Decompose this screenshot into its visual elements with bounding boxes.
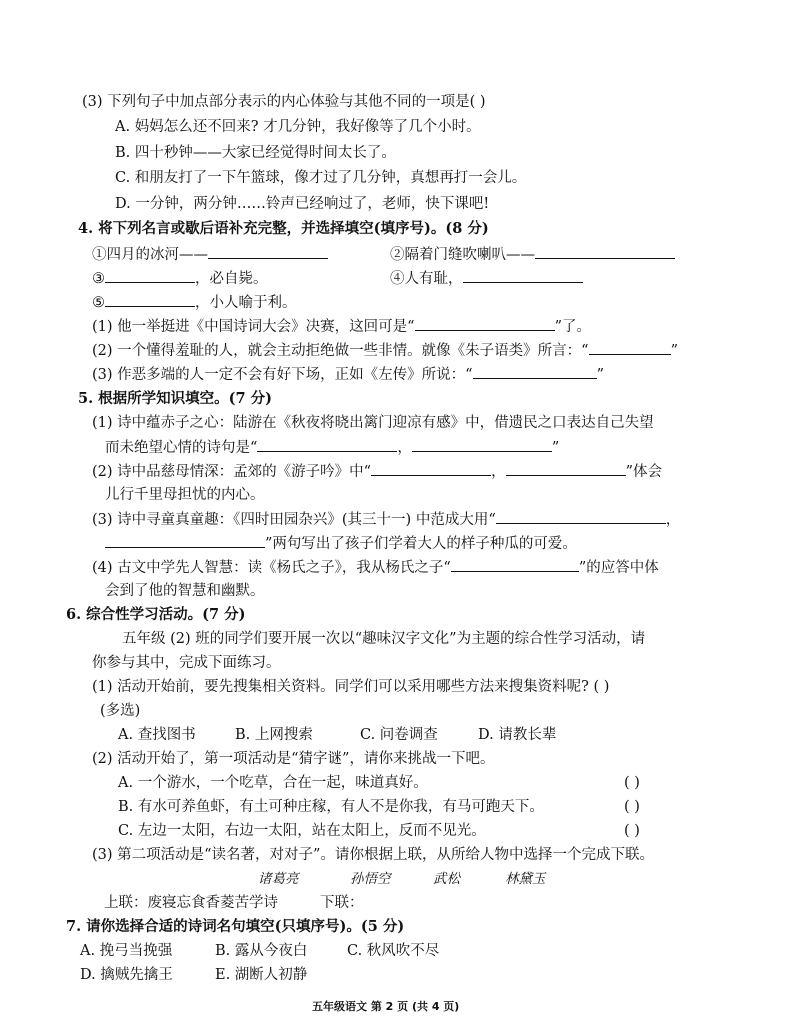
q6-option-d: D. 请教长辈 <box>478 727 557 743</box>
q5-title: 5. 根据所学知识填空。(7 分) <box>78 390 273 407</box>
q7-option-c: C. 秋风吹不尽 <box>347 943 440 959</box>
q6-riddle-b: B. 有水可养鱼虾，有土可种庄稼，有人不是你我，有马可跑天下。 <box>118 799 544 815</box>
q6-riddle-a-answer[interactable]: ( ) <box>624 775 640 791</box>
q4-sentence-2: (2) 一个懂得羞耻的人，就会主动拒绝做一些非情。就像《朱子语类》所言：“ ” <box>92 340 678 361</box>
q6-person-1: 诸葛亮 <box>258 871 299 887</box>
q5-part-2-line-2: 儿行千里母担忧的内心。 <box>105 487 265 503</box>
q4-item-4: ④人有耻， <box>390 268 583 289</box>
q3-option-c: C. 和朋友打了一下午篮球，像才过了几分钟，真想再打一会儿。 <box>115 170 527 186</box>
q6-person-3: 武松 <box>433 871 460 887</box>
q7-option-d: D. 擒贼先擒王 <box>80 967 173 983</box>
q6-intro-line-2: 你参与其中，完成下面练习。 <box>92 655 281 671</box>
q6-riddle-a: A. 一个游水，一个吃草，合在一起，味道真好。 <box>118 775 428 791</box>
q6-riddle-b-answer[interactable]: ( ) <box>624 799 640 815</box>
q4-item-5: ⑤ ，小人喻于利。 <box>92 292 297 313</box>
q6-person-2: 孙悟空 <box>350 871 391 887</box>
q4-item-1: ①四月的冰河—— <box>92 244 328 265</box>
q7-option-a: A. 挽弓当挽强 <box>80 943 173 959</box>
q3-option-b: B. 四十秒钟——大家已经觉得时间太长了。 <box>115 145 396 161</box>
q5-part-3-line-2: ”两句写出了孩子们学着大人的样子种瓜的可爱。 <box>105 533 577 554</box>
q5-part-4-line-2: 会到了他的智慧和幽默。 <box>105 583 265 599</box>
q6-sub-3: (3) 第二项活动是“读名著，对对子”。请你根据上联，从所给人物中选择一个完成下联。 <box>92 847 654 863</box>
q4-title: 4. 将下列名言或歇后语补充完整，并选择填空(填序号)。(8 分) <box>78 220 489 237</box>
q3-stem: (3) 下列句子中加点部分表示的内心体验与其他不同的一项是( ) <box>82 94 486 110</box>
q4-sentence-3: (3) 作恶多端的人一定不会有好下场，正如《左传》所说：“ ” <box>92 364 604 385</box>
q6-option-a: A. 查找图书 <box>118 727 196 743</box>
q5-part-4-line-1: (4) 古文中学先人智慧：读《杨氏之子》，我从杨氏之子“ ”的应答中体 <box>92 557 659 578</box>
q7-option-e: E. 湖断人初静 <box>215 967 308 983</box>
q4-sentence-1: (1) 他一举挺进《中国诗词大会》决赛，这回可是“ ”了。 <box>92 316 591 337</box>
q6-intro-line-1: 五年级 (2) 班的同学们要开展一次以“趣味汉字文化”为主题的综合性学习活动，请 <box>122 631 646 647</box>
q6-sub-1: (1) 活动开始前，要先搜集相关资料。同学们可以采用哪些方法来搜集资料呢? ( ) <box>92 679 610 695</box>
q4-item-2: ②隔着门缝吹喇叭—— <box>390 244 675 265</box>
q6-sub-1-note: (多选) <box>100 703 141 719</box>
q3-option-a: A. 妈妈怎么还不回来? 才几分钟，我好像等了几个小时。 <box>115 119 481 135</box>
q5-part-3-line-1: (3) 诗中寻童真童趣：《四时田园杂兴》(其三十一) 中范成大用“ ， <box>92 509 680 530</box>
q6-person-4: 林黛玉 <box>505 871 546 887</box>
q5-part-2-line-1: (2) 诗中品慈母情深：孟郊的《游子吟》中“ ， ”体会 <box>92 461 662 482</box>
q7-option-b: B. 露从今夜白 <box>215 943 308 959</box>
q3-option-d: D. 一分钟，两分钟……铃声已经响过了，老师，快下课吧! <box>115 196 490 212</box>
q6-option-b: B. 上网搜索 <box>235 727 313 743</box>
q6-couplet-down: 下联： <box>320 895 364 911</box>
q6-title: 6. 综合性学习活动。(7 分) <box>66 606 246 623</box>
q7-title: 7. 请你选择合适的诗词名句填空(只填序号)。(5 分) <box>66 918 405 935</box>
page-footer: 五年级语文 第 2 页 (共 4 页) <box>312 1000 460 1013</box>
q6-riddle-c-answer[interactable]: ( ) <box>624 823 640 839</box>
q6-sub-2: (2) 活动开始了，第一项活动是“猜字谜”，请你来挑战一下吧。 <box>92 751 495 767</box>
q6-option-c: C. 问卷调查 <box>360 727 438 743</box>
q6-riddle-c: C. 左边一太阳，右边一太阳，站在太阳上，反而不见光。 <box>118 823 486 839</box>
q4-item-3: ③ ，必自毙。 <box>92 268 268 289</box>
q5-part-1-line-1: (1) 诗中蕴赤子之心：陆游在《秋夜将晓出篱门迎凉有感》中，借遗民之口表达自己失望 <box>92 415 654 431</box>
q6-couplet-up: 上联：废寝忘食香菱苦学诗 <box>104 895 278 911</box>
q5-part-1-line-2: 而未绝望心情的诗句是“ ， ” <box>105 437 559 458</box>
